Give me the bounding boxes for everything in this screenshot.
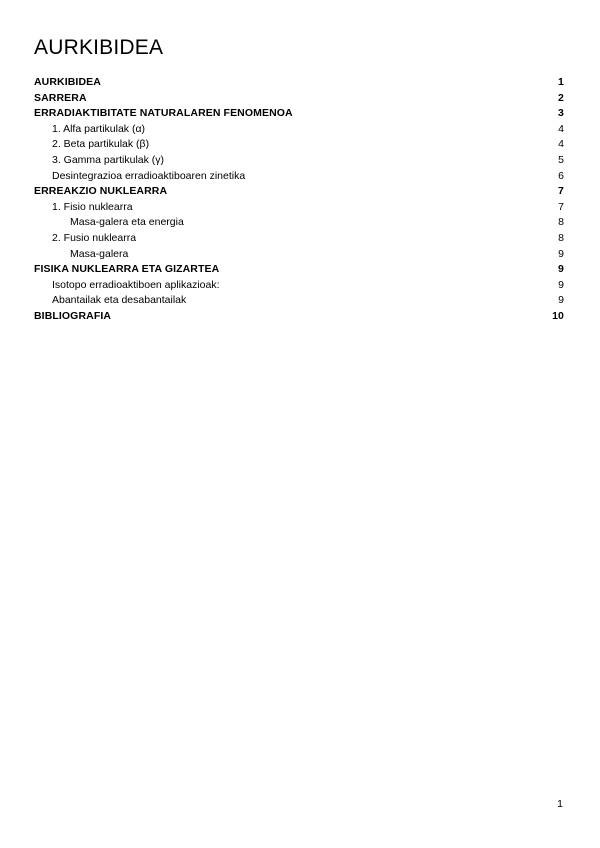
toc-entry-label: Masa-galera eta energia (70, 216, 184, 229)
toc-entry[interactable] (34, 91, 564, 107)
toc-entry-page: 3 (558, 107, 564, 120)
toc-entry[interactable] (34, 75, 564, 91)
toc-entry-label: BIBLIOGRAFIA (34, 309, 112, 322)
toc-entry-label: 1. Fisio nuklearra (52, 200, 133, 213)
toc-entry-label: ERRADIAKTIBITATE NATURALAREN FENOMENOA (34, 107, 293, 120)
toc-entry[interactable] (34, 262, 564, 278)
toc-entry[interactable] (34, 106, 564, 122)
toc-entry-page: 6 (558, 169, 564, 182)
toc-entry-label: ERREAKZIO NUKLEARRA (34, 185, 168, 198)
page-number: 1 (557, 798, 563, 810)
toc-entry[interactable] (34, 153, 564, 169)
toc-entry-label: 2. Beta partikulak (β) (52, 138, 150, 151)
table-of-contents (34, 75, 564, 325)
toc-entry[interactable] (34, 215, 564, 231)
toc-entry[interactable] (34, 293, 564, 309)
page-title: AURKIBIDEA (34, 36, 164, 59)
toc-entry-label: FISIKA NUKLEARRA ETA GIZARTEA (34, 263, 220, 276)
toc-entry[interactable] (34, 122, 564, 138)
toc-entry[interactable] (34, 137, 564, 153)
toc-entry[interactable] (34, 309, 564, 325)
toc-entry[interactable] (34, 169, 564, 185)
toc-entry-page: 4 (558, 138, 564, 151)
toc-entry-label: Masa-galera (70, 247, 129, 260)
toc-entry-page: 9 (558, 294, 564, 307)
toc-entry[interactable] (34, 247, 564, 263)
toc-entry-page: 9 (558, 247, 564, 260)
toc-entry-label: 2. Fusio nuklearra (52, 231, 137, 244)
toc-entry-page: 8 (558, 216, 564, 229)
toc-entry[interactable] (34, 184, 564, 200)
toc-entry-page: 8 (558, 231, 564, 244)
toc-entry-label: Isotopo erradioaktiboen aplikazioak: (52, 278, 220, 291)
toc-entry-page: 9 (558, 263, 564, 276)
toc-entry-page: 5 (558, 153, 564, 166)
toc-entry-label: Desintegrazioa erradioaktiboaren zinetika (52, 169, 246, 182)
toc-entry-page: 7 (558, 200, 564, 213)
toc-entry-page: 10 (552, 309, 564, 322)
toc-entry-label: Abantailak eta desabantailak (52, 294, 187, 307)
toc-entry-label: AURKIBIDEA (34, 76, 101, 88)
toc-entry-label: SARRERA (34, 91, 87, 104)
toc-entry-page: 2 (558, 91, 564, 104)
toc-entry-page: 4 (558, 122, 564, 135)
toc-entry[interactable] (34, 200, 564, 216)
toc-entry-page: 7 (558, 185, 564, 198)
toc-entry-label: 1. Alfa partikulak (α) (52, 122, 146, 135)
toc-entry-page: 1 (558, 76, 564, 88)
toc-entry[interactable] (34, 231, 564, 247)
toc-entry-page: 9 (558, 278, 564, 291)
toc-entry-label: 3. Gamma partikulak (γ) (52, 153, 165, 166)
toc-entry[interactable] (34, 278, 564, 294)
